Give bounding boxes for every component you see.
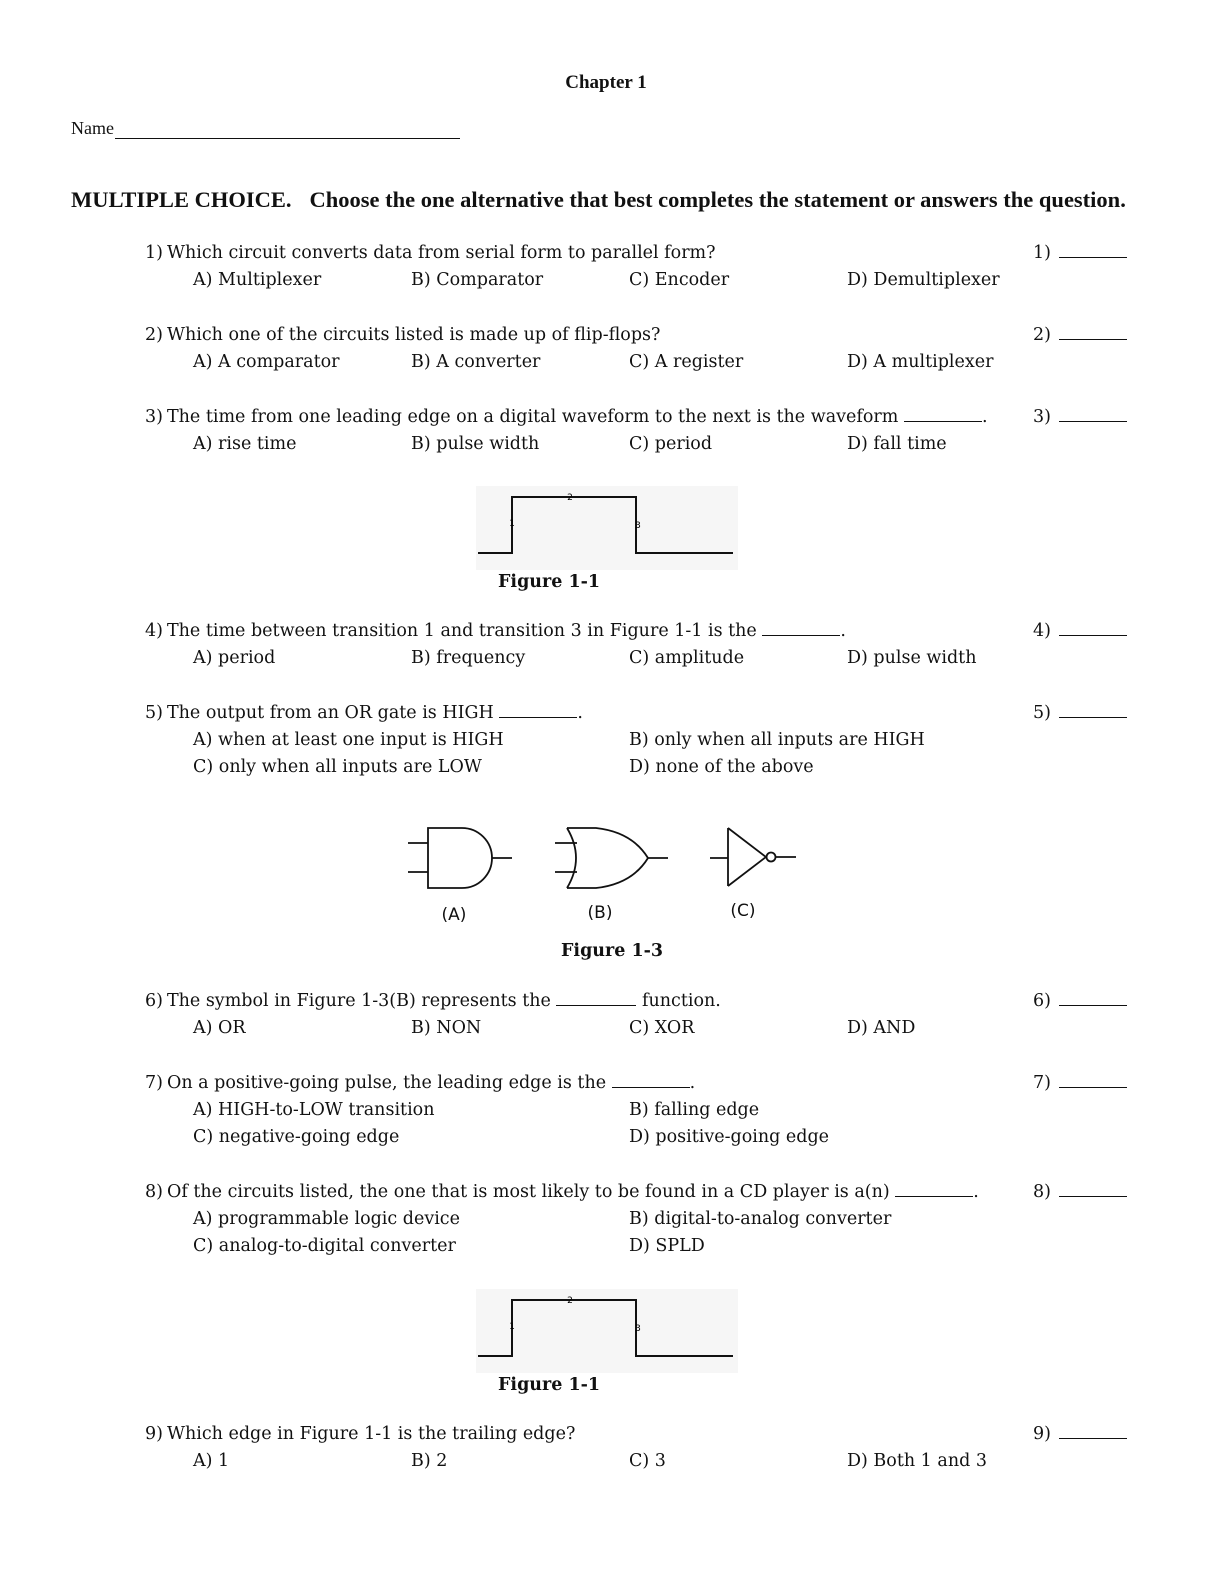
question-number: 3) <box>145 407 163 427</box>
option-d: D) AND <box>847 1018 916 1038</box>
question-text: The output from an OR gate is HIGH <box>166 703 494 723</box>
option-b: B) falling edge <box>629 1100 760 1120</box>
option-d: D) pulse width <box>847 648 977 668</box>
transition-label-2: 2 <box>567 493 573 503</box>
option-a: A) Multiplexer <box>193 270 322 290</box>
and-gate-symbol <box>408 828 512 888</box>
answer-label: 5) <box>1033 703 1051 723</box>
transition-label-3: 3 <box>635 521 641 531</box>
answer-slot <box>1033 1182 1127 1202</box>
option-a: A) A comparator <box>193 352 340 372</box>
instructions <box>71 186 1141 214</box>
question-text-end: . <box>689 1073 696 1093</box>
transition-label-1: 1 <box>509 519 515 529</box>
option-b: B) pulse width <box>411 434 540 454</box>
option-d: D) positive-going edge <box>629 1127 830 1147</box>
answer-label: 3) <box>1033 407 1051 427</box>
answer-slot <box>1033 325 1127 345</box>
question-stem <box>145 1182 979 1202</box>
answer-label: 6) <box>1033 991 1051 1011</box>
answer-label: 4) <box>1033 621 1051 641</box>
fill-blank <box>612 1073 690 1088</box>
answer-slot <box>1033 1073 1127 1093</box>
answer-slot <box>1033 991 1127 1011</box>
option-a: A) rise time <box>193 434 297 454</box>
fill-blank <box>895 1182 973 1197</box>
question-text: The time between transition 1 and transition 3 in Figure 1-1 is the <box>166 621 757 641</box>
answer-slot <box>1033 407 1127 427</box>
answer-slot <box>1033 703 1127 723</box>
or-gate-symbol <box>555 828 668 888</box>
name-field <box>71 118 460 139</box>
question-number: 5) <box>145 703 163 723</box>
option-c: C) XOR <box>629 1018 695 1038</box>
answer-blank <box>1059 703 1127 718</box>
figure-caption: Figure 1-1 <box>498 572 601 592</box>
answer-slot <box>1033 1424 1127 1444</box>
transition-label-2: 2 <box>567 1296 573 1306</box>
answer-blank <box>1059 1182 1127 1197</box>
question-number: 4) <box>145 621 163 641</box>
fill-blank <box>499 703 577 718</box>
question-text: Which circuit converts data from serial form to parallel form? <box>166 243 716 263</box>
question-stem <box>145 1073 695 1093</box>
question-text: Which edge in Figure 1-1 is the trailing edge? <box>166 1424 576 1444</box>
fill-blank <box>762 621 840 636</box>
question-stem <box>145 407 988 427</box>
question-text: The time from one leading edge on a digital waveform to the next is the waveform <box>166 407 899 427</box>
answer-blank <box>1059 621 1127 636</box>
option-a: A) HIGH-to-LOW transition <box>193 1100 435 1120</box>
figure-background <box>476 1289 738 1373</box>
option-c: C) A register <box>629 352 744 372</box>
question-number: 1) <box>145 243 163 263</box>
instructions-text: Choose the one alternative that best completes the statement or answers the question. <box>309 187 1126 212</box>
name-blank <box>115 120 460 139</box>
answer-label: 1) <box>1033 243 1051 263</box>
question-text: On a positive-going pulse, the leading edge is the <box>166 1073 607 1093</box>
question-text: Of the circuits listed, the one that is most likely to be found in a CD player is a(n) <box>166 1182 890 1202</box>
figure-1-1-pulse-repeat <box>476 1289 738 1373</box>
option-b: B) NON <box>411 1018 482 1038</box>
figure-1-1-pulse <box>476 486 738 570</box>
option-d: D) fall time <box>847 434 947 454</box>
answer-slot <box>1033 621 1127 641</box>
question-number: 9) <box>145 1424 163 1444</box>
gate-label-b: (B) <box>587 903 613 923</box>
option-c: C) 3 <box>629 1451 666 1471</box>
question-number: 2) <box>145 325 163 345</box>
figure-caption: Figure 1-3 <box>561 941 664 961</box>
question-text: The symbol in Figure 1-3(B) represents the <box>166 991 551 1011</box>
question-stem <box>145 243 716 263</box>
option-a: A) OR <box>193 1018 246 1038</box>
question-text-end: . <box>981 407 988 427</box>
option-b: B) A converter <box>411 352 541 372</box>
option-b: B) 2 <box>411 1451 448 1471</box>
gate-label-c: (C) <box>730 901 756 921</box>
option-d: D) Demultiplexer <box>847 270 1000 290</box>
option-c: C) amplitude <box>629 648 745 668</box>
transition-label-3: 3 <box>635 1324 641 1334</box>
fill-blank <box>904 407 982 422</box>
option-d: D) SPLD <box>629 1236 705 1256</box>
answer-blank <box>1059 1424 1127 1439</box>
transition-label-1: 1 <box>509 1322 515 1332</box>
option-d: D) none of the above <box>629 757 814 777</box>
question-stem <box>145 991 721 1011</box>
question-text-end: . <box>577 703 583 723</box>
option-b: B) frequency <box>411 648 526 668</box>
question-stem <box>145 1424 575 1444</box>
option-d: D) A multiplexer <box>847 352 994 372</box>
name-label: Name <box>71 118 114 138</box>
figure-caption: Figure 1-1 <box>498 1375 601 1395</box>
answer-label: 7) <box>1033 1073 1051 1093</box>
question-number: 8) <box>145 1182 163 1202</box>
option-c: C) negative-going edge <box>193 1127 400 1147</box>
question-stem <box>145 703 583 723</box>
option-a: A) when at least one input is HIGH <box>193 730 504 750</box>
answer-blank <box>1059 407 1127 422</box>
option-d: D) Both 1 and 3 <box>847 1451 987 1471</box>
question-stem <box>145 325 660 345</box>
answer-label: 2) <box>1033 325 1051 345</box>
option-b: B) Comparator <box>411 270 544 290</box>
answer-blank <box>1059 325 1127 340</box>
option-c: C) Encoder <box>629 270 730 290</box>
answer-label: 8) <box>1033 1182 1051 1202</box>
question-stem <box>145 621 846 641</box>
option-b: B) only when all inputs are HIGH <box>629 730 925 750</box>
question-number: 7) <box>145 1073 163 1093</box>
option-c: C) analog-to-digital converter <box>193 1236 456 1256</box>
question-text-end: . <box>840 621 846 641</box>
instructions-lead: MULTIPLE CHOICE. <box>71 187 292 212</box>
answer-blank <box>1059 1073 1127 1088</box>
fill-blank <box>556 991 636 1006</box>
answer-label: 9) <box>1033 1424 1051 1444</box>
option-b: B) digital-to-analog converter <box>629 1209 892 1229</box>
chapter-title: Chapter 1 <box>565 72 647 93</box>
figure-background <box>476 486 738 570</box>
question-number: 6) <box>145 991 163 1011</box>
gate-label-a: (A) <box>441 905 467 925</box>
not-gate-symbol <box>710 828 796 886</box>
option-a: A) 1 <box>193 1451 230 1471</box>
figure-1-3-logic-gates <box>400 820 810 930</box>
option-c: C) only when all inputs are LOW <box>193 757 482 777</box>
answer-blank <box>1059 243 1127 258</box>
answer-blank <box>1059 991 1127 1006</box>
option-a: A) programmable logic device <box>193 1209 460 1229</box>
question-text: Which one of the circuits listed is made up of flip-flops? <box>166 325 661 345</box>
question-text-end: . <box>973 1182 979 1202</box>
option-c: C) period <box>629 434 713 454</box>
answer-slot <box>1033 243 1127 263</box>
option-a: A) period <box>193 648 276 668</box>
question-text-end: function. <box>642 991 721 1011</box>
